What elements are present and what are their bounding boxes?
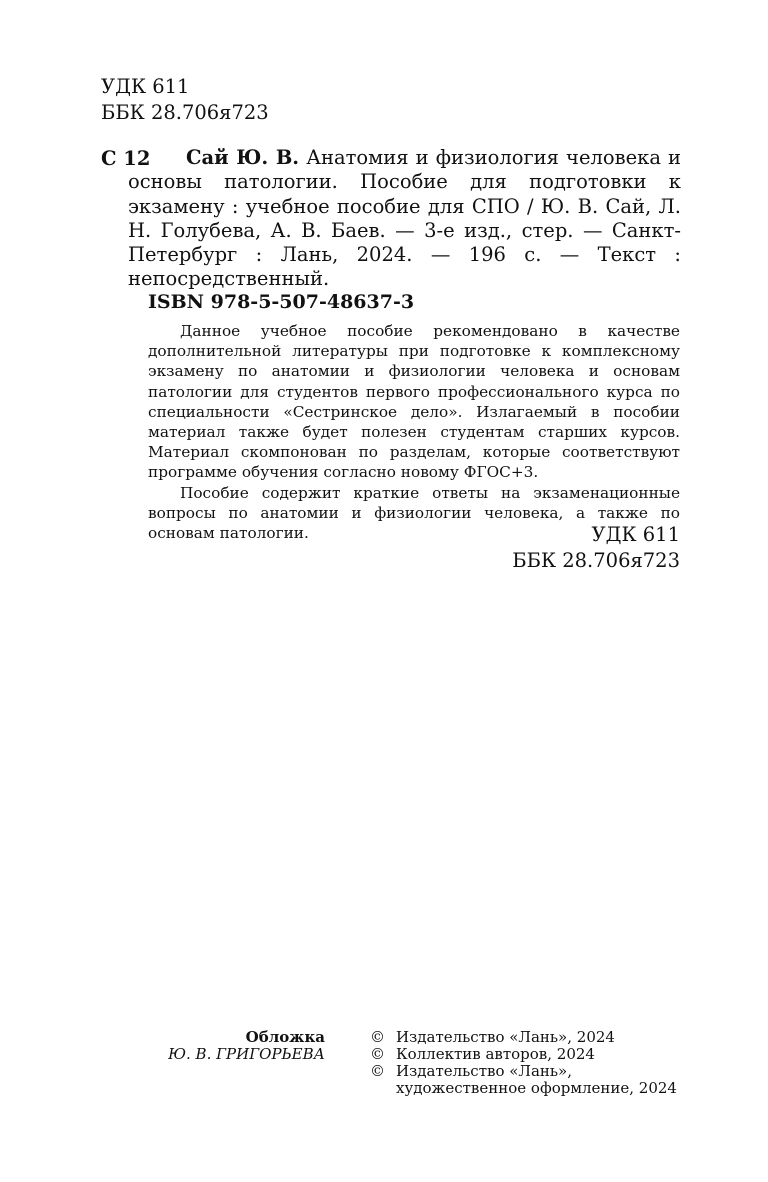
bibliographic-description xyxy=(128,146,681,292)
copyright-text: Издательство «Лань», xyxy=(396,1062,573,1080)
abstract xyxy=(148,321,680,543)
copyright-icon: © xyxy=(370,1045,385,1063)
copyright-text: художественное оформление, 2024 xyxy=(396,1079,677,1097)
cover-label: Обложка xyxy=(245,1028,325,1046)
udk-code: УДК 611 xyxy=(101,75,190,98)
bbk-code: ББК 28.706я723 xyxy=(512,549,680,572)
cover-artist: Ю. В. ГРИГОРЬЕВА xyxy=(168,1045,325,1063)
copyright-icon: © xyxy=(370,1028,385,1046)
isbn: ISBN 978-5-507-48637-3 xyxy=(148,291,415,313)
bibliographic-entry xyxy=(101,146,681,292)
copyright-item xyxy=(370,1029,690,1046)
copyright-icon: © xyxy=(370,1062,385,1080)
abstract-paragraph-1: Данное учебное пособие рекомендовано в качестве дополнительной литературы при подготовке к комплексному экзамену по анатомии и физиологии человека и основам патологии для студентов первого профессионального курса по специальности «Сестринское дело». Излагаемый в пособии материал также будет полезен студентам старших курсов. Материал скомпонован по разделам, которые соответствуют программе обучения согласно новому ФГОС+3. xyxy=(148,322,680,482)
udk-block-top xyxy=(101,74,269,126)
copyright-text: Коллектив авторов, 2024 xyxy=(396,1045,595,1063)
author-name: Сай Ю. В. xyxy=(186,146,300,169)
udk-block-bottom xyxy=(500,522,680,574)
bbk-code: ББК 28.706я723 xyxy=(101,101,269,124)
copyright-notices xyxy=(370,1029,690,1097)
copyright-item xyxy=(370,1046,690,1063)
copyright-item xyxy=(370,1063,690,1097)
bibliographic-text: Анатомия и физиология человека и основы патологии. Пособие для подготовки к экзамену : учебное пособие для СПО / Ю. В. Сай, Л. Н. Голубева, А. В. Баев. — 3-е изд., стер. — Санкт-Петербург : Лань, 2024. — 196 с. — Текст : непосредственный. xyxy=(128,146,682,291)
abstract-paragraph-2: Пособие содержит краткие ответы на экзаменационные вопросы по анатомии и физиологии человека, а также по основам патологии. xyxy=(148,483,680,543)
author-mark: С 12 xyxy=(101,147,151,170)
udk-code: УДК 611 xyxy=(591,523,680,546)
copyright-text: Издательство «Лань», 2024 xyxy=(396,1028,615,1046)
cover-credits xyxy=(155,1029,325,1063)
